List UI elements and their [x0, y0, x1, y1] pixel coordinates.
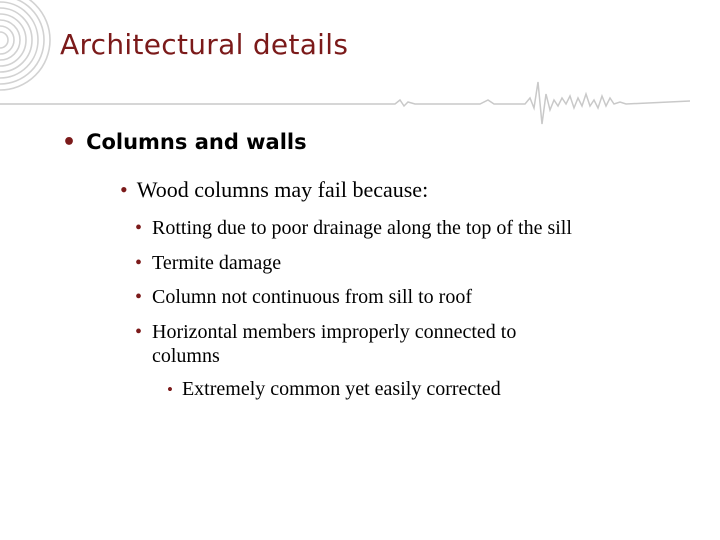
list-item-text: Column not continuous from sill to roof — [152, 286, 472, 308]
list-item — [135, 280, 572, 315]
bullet-level1-text: Columns and walls — [86, 130, 307, 154]
list-item — [135, 246, 572, 281]
bullet-level2-text: Wood columns may fail because: — [136, 177, 429, 202]
bullet-level4 — [167, 378, 501, 401]
list-item-text-continued: columns — [152, 345, 220, 367]
list-item-text: Horizontal members improperly connected to — [152, 320, 517, 343]
list-item — [135, 211, 572, 246]
bullet-glyph: • — [135, 320, 143, 343]
bullet-level3-list — [135, 211, 572, 370]
list-item-text: Termite damage — [152, 251, 282, 274]
list-item — [135, 315, 572, 371]
bullet-glyph: • — [120, 177, 128, 202]
bullet-level2 — [120, 177, 428, 203]
bullet-glyph: • — [62, 130, 77, 155]
bullet-level4-text: Extremely common yet easily corrected — [181, 378, 501, 400]
bullet-level1 — [62, 130, 307, 155]
slide-title: Architectural details — [60, 28, 349, 61]
bullet-glyph: • — [135, 286, 143, 308]
waveform-divider — [0, 76, 720, 136]
bullet-glyph: • — [135, 217, 143, 239]
list-item-text: Rotting due to poor drainage along the top of the sill — [152, 217, 572, 239]
bullet-glyph: • — [167, 380, 173, 399]
bullet-glyph: • — [135, 251, 143, 274]
